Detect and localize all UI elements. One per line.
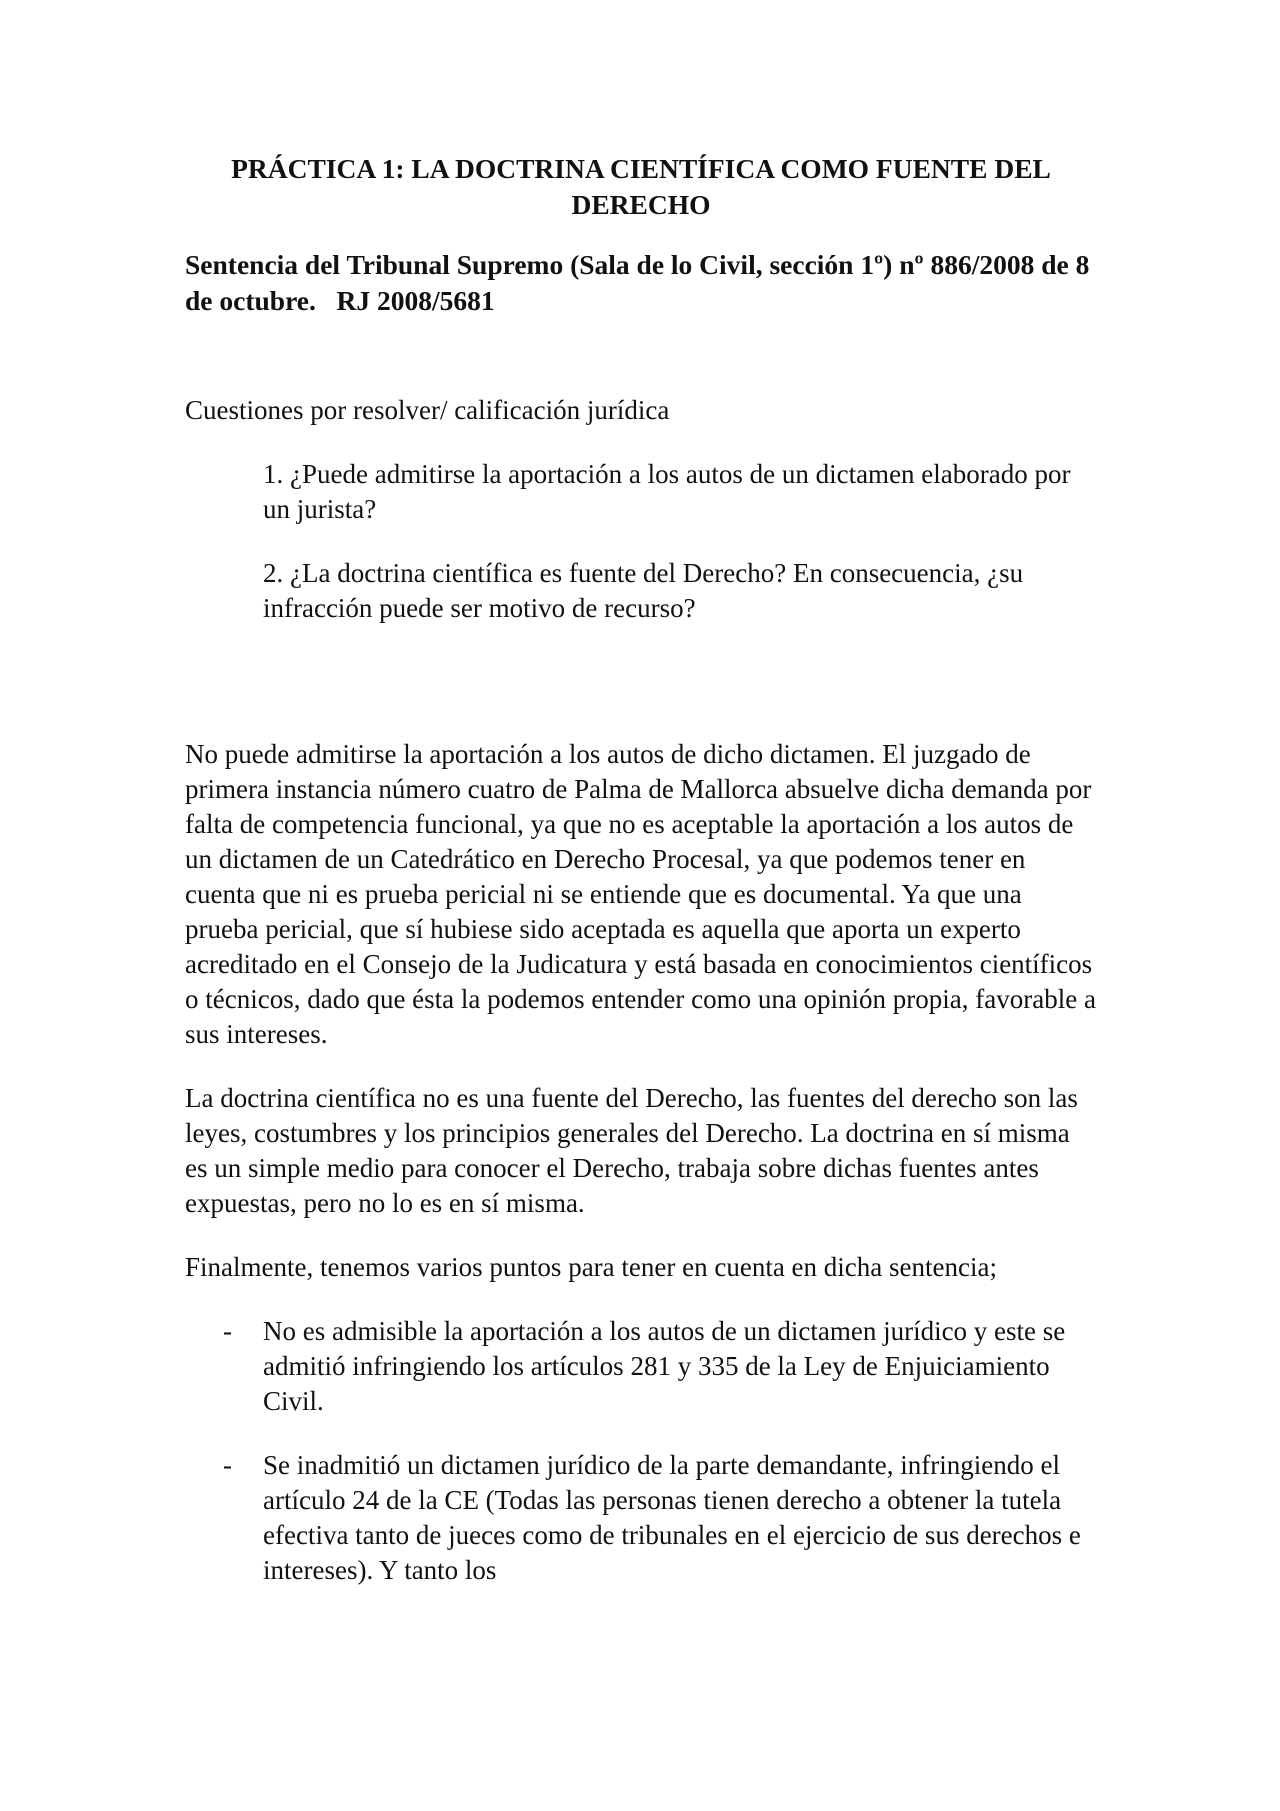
list-item (185, 1314, 1097, 1419)
answer-paragraph: La doctrina científica no es una fuente del Derecho, las fuentes del derecho son las leyes, costumbres y los principios generales del Derecho. La doctrina en sí misma es un simple medio para conocer el Derecho, trabaja sobre dichas fuentes antes expuestas, pero no lo es en sí misma. (185, 1083, 1078, 1218)
questions-heading: Cuestiones por resolver/ calificación jurídica (185, 395, 670, 425)
bullet-marker: - (223, 1316, 232, 1346)
question-item: 1. ¿Puede admitirse la aportación a los autos de un dictamen elaborado por un jurista? (263, 459, 1071, 524)
list-item (185, 1448, 1097, 1588)
bullet-marker: - (223, 1450, 232, 1480)
bullet-list (185, 1314, 1097, 1588)
question-item: 2. ¿La doctrina científica es fuente del Derecho? En consecuencia, ¿su infracción puede ser motivo de recurso? (263, 558, 1024, 623)
answer-paragraph: Finalmente, tenemos varios puntos para tener en cuenta en dicha sentencia; (185, 1252, 997, 1282)
bullet-text: No es admisible la aportación a los autos de un dictamen jurídico y este se admitió infringiendo los artículos 281 y 335 de la Ley de Enjuiciamiento Civil. (263, 1316, 1066, 1416)
document-body (185, 151, 1097, 1588)
bullet-text: Se inadmitió un dictamen jurídico de la parte demandante, infringiendo el artículo 24 de la CE (Todas las personas tienen derecho a obtener la tutela efectiva tanto de jueces como de tribunales en el ejercicio de sus derechos e intereses). Y tanto los (263, 1450, 1081, 1585)
document-title: PRÁCTICA 1: LA DOCTRINA CIENTÍFICA COMO FUENTE DEL DERECHO (231, 153, 1051, 220)
document-subtitle: Sentencia del Tribunal Supremo (Sala de lo Civil, sección 1º) nº 886/2008 de 8 de octubre. RJ 2008/5681 (185, 249, 1097, 316)
answer-paragraph: No puede admitirse la aportación a los autos de dicho dictamen. El juzgado de primera instancia número cuatro de Palma de Mallorca absuelve dicha demanda por falta de competencia funcional, ya que no es aceptable la aportación a los autos de un dictamen de un Catedrático en Derecho Procesal, ya que podemos tener en cuenta que ni es prueba pericial ni se entiende que es documental. Ya que una prueba pericial, que sí hubiese sido aceptada es aquella que aporta un experto acreditado en el Consejo de la Judicatura y está basada en conocimientos científicos o técnicos, dado que ésta la podemos entender como una opinión propia, favorable a sus intereses. (185, 739, 1096, 1049)
